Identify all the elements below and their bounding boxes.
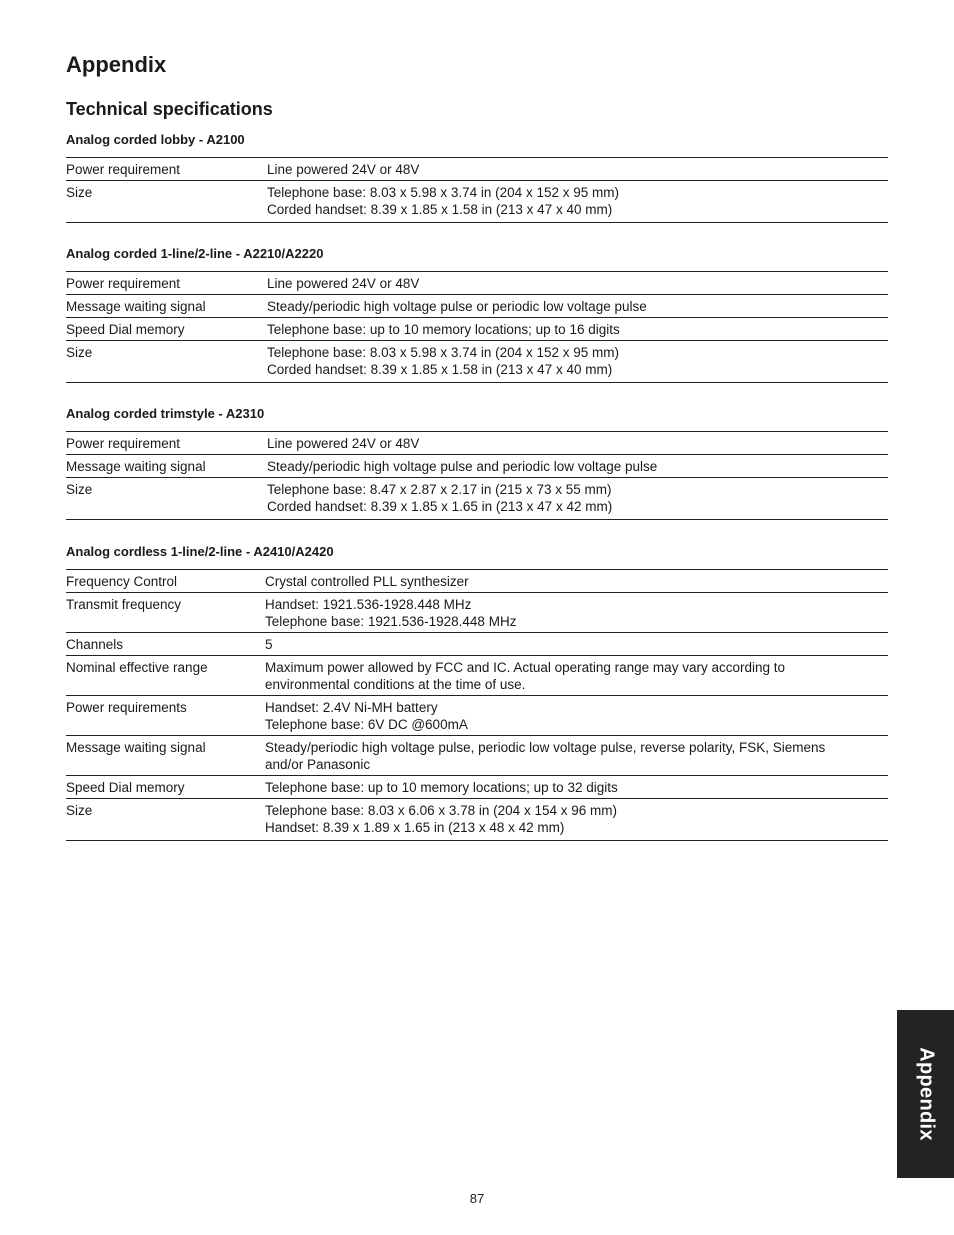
spec-table [66, 271, 888, 383]
spec-value-line: Telephone base: 8.03 x 6.06 x 3.78 in (204 x 154 x 96 mm) [265, 803, 617, 818]
spec-label: Frequency Control [66, 574, 178, 589]
spec-value [267, 184, 888, 218]
spec-value-line: Telephone base: 8.47 x 2.87 x 2.17 in (215 x 73 x 55 mm) [267, 482, 612, 497]
spec-label: Power requirement [66, 436, 181, 451]
spec-label: Channels [66, 637, 124, 652]
page-title: Appendix [66, 52, 167, 77]
spec-block-a2410-a2420 [66, 543, 888, 841]
spec-value-line: Maximum power allowed by FCC and IC. Actual operating range may vary according to [265, 660, 785, 675]
spec-value [265, 636, 888, 653]
spec-value [267, 298, 888, 315]
spec-value-line: Line powered 24V or 48V [267, 162, 420, 177]
spec-value-line: Crystal controlled PLL synthesizer [265, 574, 469, 589]
spec-label: Power requirement [66, 276, 181, 291]
spec-row [66, 736, 888, 776]
spec-row [66, 593, 888, 633]
spec-row [66, 432, 888, 455]
spec-value-line: Corded handset: 8.39 x 1.85 x 1.58 in (213 x 47 x 40 mm) [267, 362, 613, 377]
spec-value-line: Line powered 24V or 48V [267, 276, 420, 291]
spec-value [267, 481, 888, 515]
spec-value-line: Corded handset: 8.39 x 1.85 x 1.65 in (213 x 47 x 42 mm) [267, 499, 613, 514]
spec-row [66, 295, 888, 318]
spec-label: Power requirement [66, 162, 181, 177]
spec-label: Message waiting signal [66, 299, 206, 314]
spec-value-line: Telephone base: up to 10 memory locations; up to 32 digits [265, 780, 618, 795]
spec-value-line: Telephone base: 6V DC @600mA [265, 717, 468, 732]
spec-label: Message waiting signal [66, 459, 206, 474]
spec-row [66, 318, 888, 341]
spec-label: Size [66, 803, 93, 818]
spec-value [265, 739, 888, 773]
section-title: Technical specifications [66, 99, 273, 119]
spec-value [265, 596, 888, 630]
spec-block-heading: Analog corded trimstyle - A2310 [66, 406, 265, 421]
spec-value-line: Corded handset: 8.39 x 1.85 x 1.58 in (213 x 47 x 40 mm) [267, 202, 613, 217]
spec-value-line: Telephone base: up to 10 memory locations; up to 16 digits [267, 322, 620, 337]
spec-value-line: Telephone base: 8.03 x 5.98 x 3.74 in (204 x 152 x 95 mm) [267, 185, 619, 200]
spec-value-line: and/or Panasonic [265, 757, 371, 772]
spec-block-heading: Analog corded 1-line/2-line - A2210/A2220 [66, 246, 324, 261]
spec-block-heading: Analog corded lobby - A2100 [66, 132, 245, 147]
spec-value-line: Steady/periodic high voltage pulse, periodic low voltage pulse, reverse polarity, FSK, Siemens [265, 740, 826, 755]
spec-block-a2210-a2220 [66, 245, 888, 383]
appendix-side-tab[interactable] [897, 1010, 954, 1178]
spec-value [267, 161, 888, 178]
spec-value-line: environmental conditions at the time of use. [265, 677, 526, 692]
page-number: 87 [469, 1191, 485, 1206]
side-tab-label: Appendix [915, 1047, 937, 1141]
spec-value-line: Telephone base: 1921.536-1928.448 MHz [265, 614, 517, 629]
spec-block-a2100 [66, 131, 888, 223]
spec-table [66, 431, 888, 520]
spec-label: Speed Dial memory [66, 322, 185, 337]
spec-row [66, 455, 888, 478]
spec-label: Message waiting signal [66, 740, 206, 755]
spec-value [267, 458, 888, 475]
spec-value-line: Handset: 1921.536-1928.448 MHz [265, 597, 472, 612]
spec-value [265, 699, 888, 733]
spec-label: Size [66, 185, 93, 200]
spec-value [267, 435, 888, 452]
spec-value-line: Line powered 24V or 48V [267, 436, 420, 451]
spec-value [267, 344, 888, 378]
spec-value [265, 573, 888, 590]
spec-label: Speed Dial memory [66, 780, 185, 795]
spec-row [66, 272, 888, 295]
spec-value-line: Steady/periodic high voltage pulse and periodic low voltage pulse [267, 459, 658, 474]
spec-row [66, 158, 888, 181]
spec-label: Nominal effective range [66, 660, 208, 675]
spec-value [265, 659, 888, 693]
spec-row [66, 776, 888, 799]
spec-value [265, 779, 888, 796]
spec-table [66, 569, 888, 841]
spec-row [66, 633, 888, 656]
spec-value [267, 275, 888, 292]
spec-block-a2310 [66, 405, 888, 520]
spec-value-line: Handset: 8.39 x 1.89 x 1.65 in (213 x 48 x 42 mm) [265, 820, 565, 835]
spec-label: Power requirements [66, 700, 187, 715]
spec-value-line: Telephone base: 8.03 x 5.98 x 3.74 in (204 x 152 x 95 mm) [267, 345, 619, 360]
spec-table [66, 157, 888, 223]
spec-value-line: Handset: 2.4V Ni-MH battery [265, 700, 438, 715]
spec-row [66, 341, 888, 382]
spec-row [66, 696, 888, 736]
spec-row [66, 570, 888, 593]
spec-label: Size [66, 482, 93, 497]
spec-block-heading: Analog cordless 1-line/2-line - A2410/A2420 [66, 544, 334, 559]
spec-label: Transmit frequency [66, 597, 182, 612]
spec-value [267, 321, 888, 338]
spec-value [265, 802, 888, 836]
spec-row [66, 799, 888, 840]
spec-value-line: 5 [265, 637, 273, 652]
spec-row [66, 478, 888, 519]
spec-label: Size [66, 345, 93, 360]
spec-row [66, 656, 888, 696]
spec-value-line: Steady/periodic high voltage pulse or periodic low voltage pulse [267, 299, 647, 314]
spec-row [66, 181, 888, 222]
